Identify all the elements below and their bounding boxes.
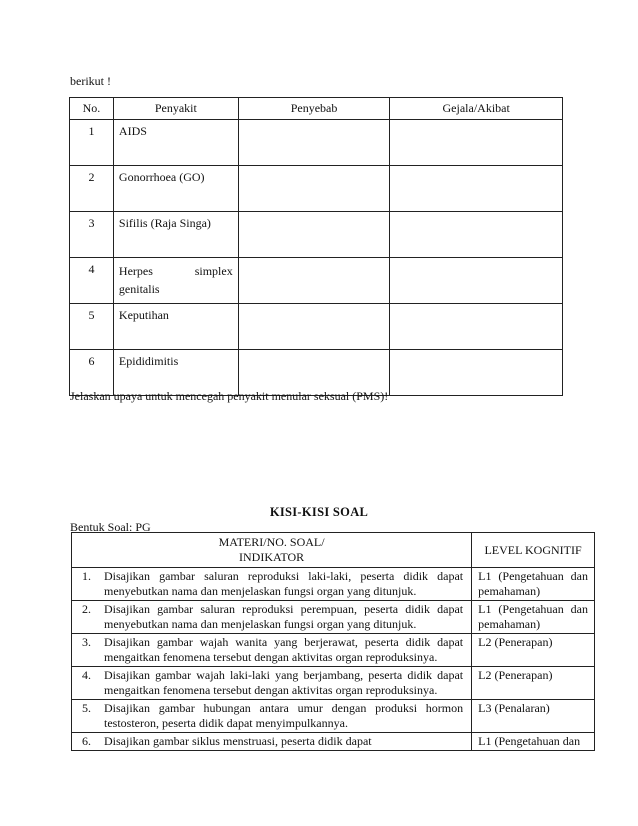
row-penyakit: Sifilis (Raja Singa)	[113, 212, 238, 258]
indikator-text: Disajikan gambar hubungan antara umur dengan produksi hormon testosteron, peserta didik dapat menyimpulkannya.	[104, 701, 464, 730]
table-row	[72, 667, 595, 700]
level-cell: L1 (Pengetahuan dan pemahaman)	[472, 601, 595, 634]
row-gejala-cell	[390, 304, 563, 350]
row-gejala-cell	[390, 350, 563, 396]
bentuk-soal: Bentuk Soal: PG	[70, 520, 151, 534]
row-penyebab-cell	[238, 304, 390, 350]
row-penyebab-cell	[238, 212, 390, 258]
row-no: 5	[70, 304, 114, 350]
row-penyebab-cell	[238, 258, 390, 304]
indikator-num: 3.	[82, 635, 91, 649]
header-materi-line2: INDIKATOR	[239, 550, 305, 564]
row-penyakit-line2: genitalis	[118, 282, 160, 296]
table-row	[70, 166, 563, 212]
indikator-num: 6.	[82, 734, 91, 748]
indikator-text: Disajikan gambar wajah laki-laki yang berjambang, peserta didik dapat mengaitkan fenomena tersebut dengan aktivitas organ reproduksinya.	[104, 668, 464, 697]
row-penyakit: Epididimitis	[113, 350, 238, 396]
indikator-cell	[72, 700, 472, 733]
indikator-num: 1.	[82, 569, 91, 583]
row-penyakit: Keputihan	[113, 304, 238, 350]
question-text: Jelaskan upaya untuk mencegah penyakit menular seksual (PMS)!	[70, 389, 389, 403]
level-cell: L1 (Pengetahuan dan pemahaman)	[472, 568, 595, 601]
table-row	[72, 733, 595, 751]
level-cell: L2 (Penerapan)	[472, 667, 595, 700]
indikator-cell	[72, 667, 472, 700]
table-row	[72, 634, 595, 667]
table-row	[72, 568, 595, 601]
row-penyakit	[113, 258, 238, 304]
indikator-num: 5.	[82, 701, 91, 715]
indikator-cell	[72, 733, 472, 751]
level-cell: L2 (Penerapan)	[472, 634, 595, 667]
row-penyakit-line1: Herpes simplex	[118, 264, 233, 278]
kisi-title: KISI-KISI SOAL	[269, 505, 369, 519]
row-penyakit: Gonorrhoea (GO)	[113, 166, 238, 212]
indikator-text: Disajikan gambar saluran reproduksi perempuan, peserta didik dapat menyebutkan nama dan menjelaskan fungsi organ yang ditunjuk.	[104, 602, 464, 631]
level-cell: L1 (Pengetahuan dan	[472, 733, 595, 751]
indikator-cell	[72, 634, 472, 667]
header-materi-line1: MATERI/NO. SOAL/	[218, 535, 325, 549]
header-gejala: Gejala/Akibat	[390, 98, 563, 120]
row-gejala-cell	[390, 258, 563, 304]
level-cell: L3 (Penalaran)	[472, 700, 595, 733]
row-penyebab-cell	[238, 120, 390, 166]
row-no: 4	[70, 258, 114, 304]
row-no: 1	[70, 120, 114, 166]
row-gejala-cell	[390, 212, 563, 258]
row-no: 2	[70, 166, 114, 212]
table-row	[70, 304, 563, 350]
indikator-cell	[72, 568, 472, 601]
row-gejala-cell	[390, 120, 563, 166]
header-no: No.	[70, 98, 114, 120]
table-row	[72, 700, 595, 733]
indikator-num: 4.	[82, 668, 91, 682]
table-row	[70, 120, 563, 166]
indikator-cell	[72, 601, 472, 634]
row-no: 6	[70, 350, 114, 396]
header-materi	[72, 533, 472, 568]
row-gejala-cell	[390, 166, 563, 212]
disease-table-header	[70, 98, 563, 120]
header-level: LEVEL KOGNITIF	[472, 533, 595, 568]
header-penyakit: Penyakit	[113, 98, 238, 120]
kisi-table-header	[72, 533, 595, 568]
row-penyakit: AIDS	[113, 120, 238, 166]
table-row	[70, 212, 563, 258]
table-row	[72, 601, 595, 634]
indikator-text: Disajikan gambar wajah wanita yang berjerawat, peserta didik dapat mengaitkan fenomena tersebut dengan aktivitas organ reproduksinya.	[104, 635, 464, 664]
row-penyebab-cell	[238, 166, 390, 212]
kisi-table	[71, 532, 595, 751]
table-row	[70, 258, 563, 304]
indikator-num: 2.	[82, 602, 91, 616]
indikator-text: Disajikan gambar siklus menstruasi, peserta didik dapat	[104, 734, 372, 748]
intro-text: berikut !	[70, 74, 111, 88]
indikator-text: Disajikan gambar saluran reproduksi laki-laki, peserta didik dapat menyebutkan nama dan menjelaskan fungsi organ yang ditunjuk.	[104, 569, 464, 598]
row-no: 3	[70, 212, 114, 258]
disease-table	[69, 97, 563, 396]
header-penyebab: Penyebab	[238, 98, 390, 120]
